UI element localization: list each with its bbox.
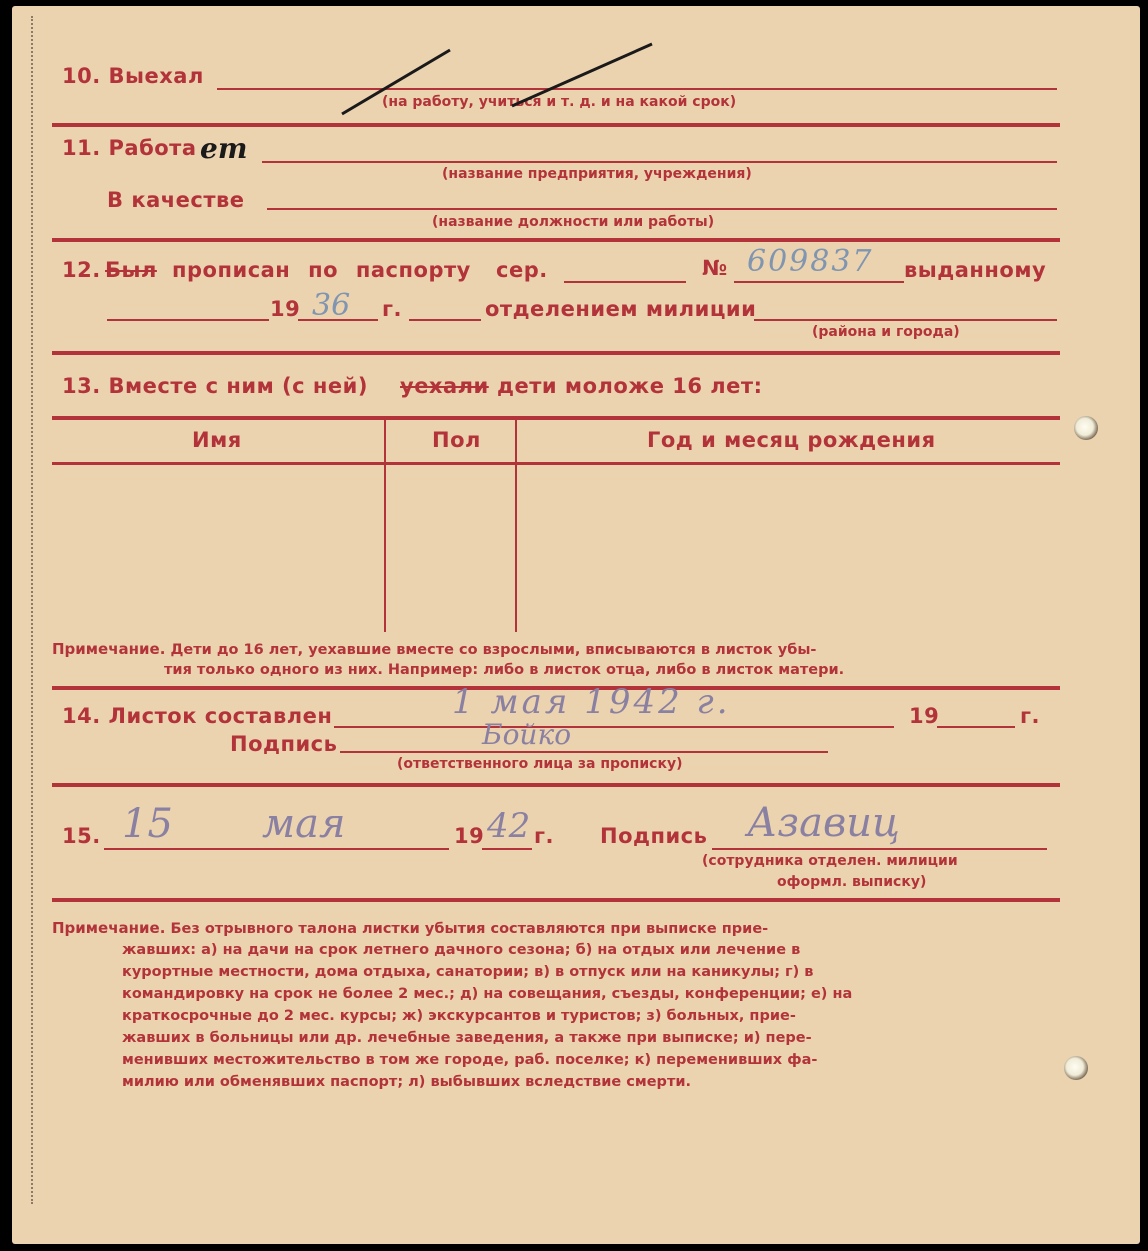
note-2-text: жавших: а) на дачи на срок летнего дачного сезона; б) на отдых или лечение в	[122, 942, 801, 958]
field-14-hint: (ответственного лица за прописку)	[397, 756, 683, 772]
field-12-struck: Был	[105, 258, 157, 282]
note-2-line-1	[52, 918, 768, 941]
table-header-rule	[52, 462, 1060, 465]
field-11-as-line	[267, 208, 1057, 210]
field-14-date-line	[334, 726, 894, 728]
field-11-ink: ет	[200, 132, 248, 165]
field-15-date-line	[104, 848, 449, 850]
field-15-year-line	[482, 848, 532, 850]
field-15-year-ink: 42	[487, 806, 531, 846]
field-14-date-ink: 1 мая 1942 г.	[452, 682, 731, 722]
rule	[52, 351, 1060, 355]
field-14-year-suffix: г.	[1020, 704, 1040, 728]
field-12-year-suffix: г.	[382, 297, 402, 321]
rule	[52, 123, 1060, 127]
field-12-month-line	[409, 319, 481, 321]
field-15-hint-1: (сотрудника отделен. милиции	[702, 853, 958, 869]
table-col-divider	[384, 420, 386, 632]
note-2-title: Примечание.	[52, 919, 166, 937]
field-14-sign-line	[340, 751, 828, 753]
field-11-line	[262, 161, 1057, 163]
field-11-hint: (название предприятия, учреждения)	[442, 166, 752, 182]
field-15-sign-ink: Азавиц	[747, 800, 900, 846]
form-sheet	[12, 6, 1140, 1244]
field-10-hint: (на работу, учиться и т. д. и на какой срок)	[382, 94, 737, 110]
field-12-dept-label: отделением милиции	[485, 297, 757, 321]
table-col-divider	[515, 420, 517, 632]
field-12-year-prefix: 19	[270, 297, 301, 321]
note-1-title: Примечание.	[52, 640, 166, 658]
field-14-sign-label: Подпись	[230, 732, 338, 756]
note-2-text: краткосрочные до 2 мес. курсы; ж) экскурсантов и туристов; з) больных, прие-	[122, 1008, 796, 1024]
field-12-ser-line	[564, 281, 686, 283]
field-13-label-start: 13. Вместе с ним (с ней)	[62, 374, 368, 398]
rule	[52, 238, 1060, 242]
field-14-year-prefix: 19	[909, 704, 940, 728]
note-2-text: менивших местожительство в том же городе, раб. поселке; к) переменивших фа-	[122, 1052, 818, 1068]
note-2-text: Без отрывного талона листки убытия составляются при выписке прие-	[170, 921, 769, 937]
table-header-name: Имя	[192, 428, 242, 452]
field-13-struck: уехали	[400, 374, 489, 398]
field-12-issued-label: выданному	[904, 258, 1047, 282]
field-12-no-line	[734, 281, 904, 283]
field-12-no-label: №	[702, 256, 728, 280]
punch-hole	[1074, 416, 1098, 440]
punch-hole	[1064, 1056, 1088, 1080]
table-top-rule	[52, 416, 1060, 420]
rule	[52, 783, 1060, 787]
field-15-sign-label: Подпись	[600, 824, 708, 848]
note-2-text: курортные местности, дома отдыха, санатории; в) в отпуск или на каникулы; г) в	[122, 964, 814, 980]
note-1-line-1	[52, 639, 816, 662]
field-12-passport-number: 609837	[747, 244, 874, 279]
field-12-dept-line	[754, 319, 1057, 321]
field-11-label: 11. Работа	[62, 136, 197, 160]
field-14-label: 14. Листок составлен	[62, 704, 333, 728]
field-14-year-line	[937, 726, 1015, 728]
note-1-text-2: тия только одного из них. Например: либо в листок отца, либо в листок матери.	[164, 662, 845, 678]
field-10-label: 10. Выехал	[62, 64, 204, 88]
note-2-text: командировку на срок не более 2 мес.; д) на совещания, съезды, конференции; е) на	[122, 986, 853, 1002]
field-15-year-suffix: г.	[534, 824, 554, 848]
field-12-number: 12.	[62, 258, 101, 282]
field-10-strike-marks	[332, 36, 672, 126]
field-13-label-end: дети моложе 16 лет:	[497, 374, 763, 398]
field-12-year-ink: 36	[312, 288, 351, 323]
field-14-sign-ink: Бойко	[482, 718, 572, 751]
note-2-text: жавших в больницы или др. лечебные заведения, а также при выписке; и) пере-	[122, 1030, 812, 1046]
note-2-text: милию или обменявших паспорт; л) выбывших вследствие смерти.	[122, 1074, 692, 1090]
field-12-label: прописан по паспорту	[172, 258, 471, 282]
field-12-ser-label: сер.	[496, 258, 548, 282]
rule	[52, 898, 1060, 902]
field-15-sign-line	[712, 848, 1047, 850]
perforation-edge	[31, 16, 33, 1204]
field-15-year-prefix: 19	[454, 824, 485, 848]
field-15-day-ink: 15	[122, 801, 173, 847]
field-15-month-ink: мая	[262, 801, 346, 847]
field-15-hint-2: оформл. выписку)	[777, 874, 927, 890]
field-12-day-line	[107, 319, 269, 321]
field-15-number: 15.	[62, 824, 101, 848]
note-1-text-1: Дети до 16 лет, уехавшие вместе со взрослыми, вписываются в листок убы-	[170, 642, 817, 658]
table-header-sex: Пол	[432, 428, 481, 452]
table-header-birth: Год и месяц рождения	[647, 428, 936, 452]
field-12-hint: (района и города)	[812, 324, 960, 340]
field-11-as-hint: (название должности или работы)	[432, 214, 715, 230]
field-11-as-label: В качестве	[107, 188, 245, 212]
